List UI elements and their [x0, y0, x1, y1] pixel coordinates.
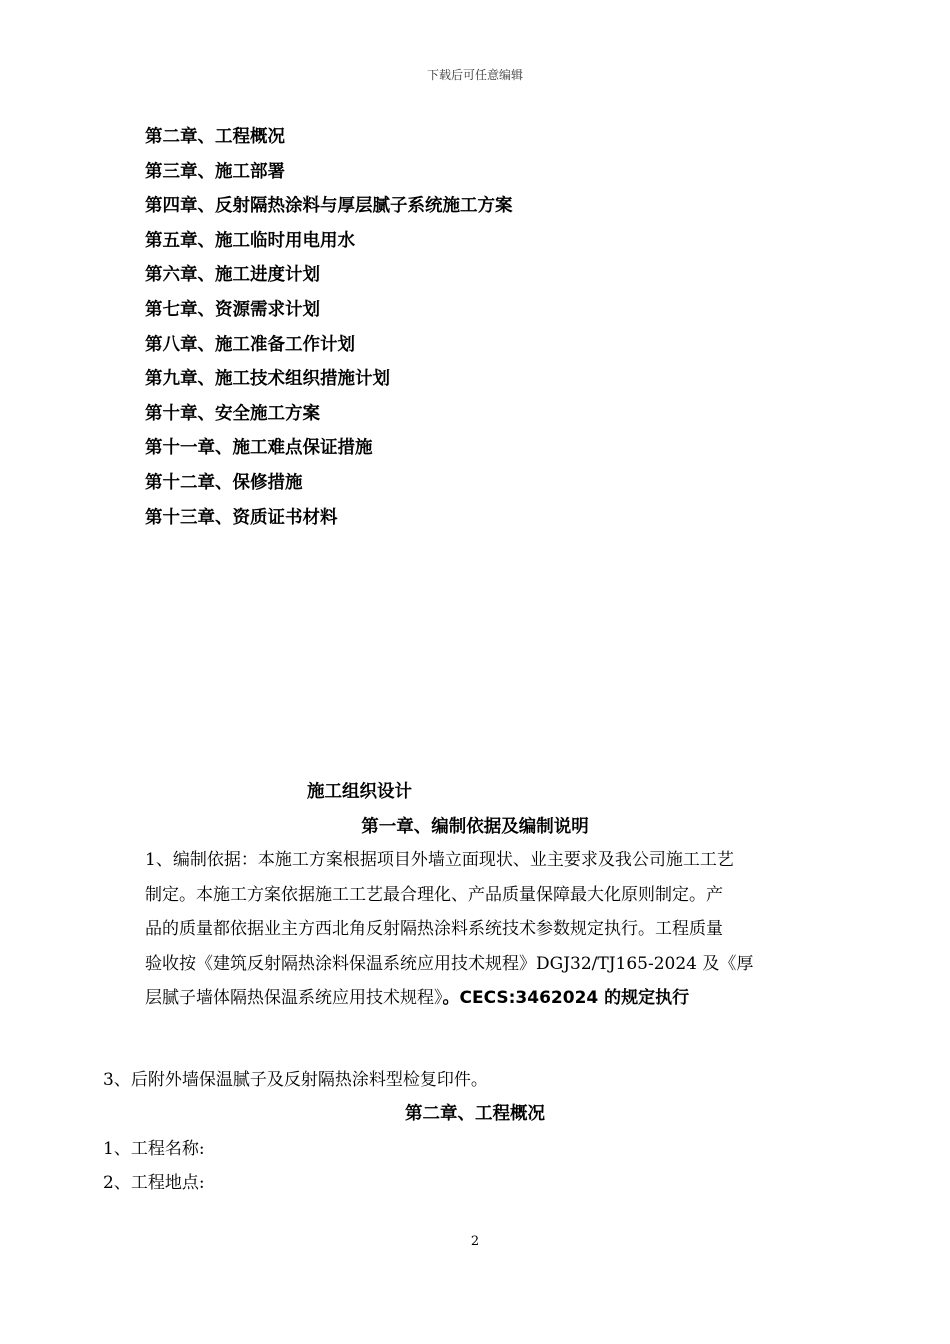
chapter-1-heading: 第一章、编制依据及编制说明 [361, 817, 589, 837]
toc-item: 第二章、工程概况 [145, 127, 285, 147]
project-name-label: 1、工程名称: [103, 1139, 205, 1159]
paragraph-line: 制定。本施工方案依据施工工艺最合理化、产品质量保障最大化原则制定。产 [145, 884, 723, 905]
toc-item: 第十一章、施工难点保证措施 [145, 438, 373, 459]
page-header: 下载后可任意编辑 [426, 68, 523, 82]
toc-item: 第十章、安全施工方案 [145, 403, 320, 424]
toc-item: 第五章、施工临时用电用水 [145, 230, 355, 251]
paragraph-line: 验收按《建筑反射隔热涂料保温系统应用技术规程》DGJ32/TJ165-2024 及《厚 [145, 953, 754, 974]
compilation-basis-paragraph [145, 843, 810, 1016]
standard-reference-bold: 。CECS:3462024 的规定执行 [442, 988, 690, 1009]
toc-item: 第三章、施工部署 [145, 161, 285, 182]
toc-item: 第十二章、保修措施 [145, 472, 303, 493]
chapter-2-heading: 第二章、工程概况 [405, 1104, 545, 1124]
document-title: 施工组织设计 [307, 782, 412, 802]
item-3-text: 3、后附外墙保温腻子及反射隔热涂料型检复印件。 [103, 1070, 488, 1090]
project-location-label: 2、工程地点: [103, 1173, 205, 1193]
toc-item: 第十三章、资质证书材料 [145, 507, 338, 528]
paragraph-line [145, 981, 810, 1016]
toc-item: 第六章、施工进度计划 [145, 265, 320, 286]
page-number: 2 [470, 1234, 480, 1249]
toc-item: 第八章、施工准备工作计划 [145, 334, 355, 355]
toc-item: 第七章、资源需求计划 [145, 299, 320, 320]
paragraph-text: 层腻子墙体隔热保温系统应用技术规程》 [145, 988, 443, 1009]
table-of-contents [145, 123, 513, 538]
paragraph-line: 1、编制依据：本施工方案根据项目外墙立面现状、业主要求及我公司施工工艺 [145, 850, 734, 870]
toc-item: 第九章、施工技术组织措施计划 [145, 369, 390, 390]
toc-item: 第四章、反射隔热涂料与厚层腻子系统施工方案 [145, 196, 513, 217]
paragraph-line: 品的质量都依据业主方西北角反射隔热涂料系统技术参数规定执行。工程质量 [145, 919, 723, 940]
